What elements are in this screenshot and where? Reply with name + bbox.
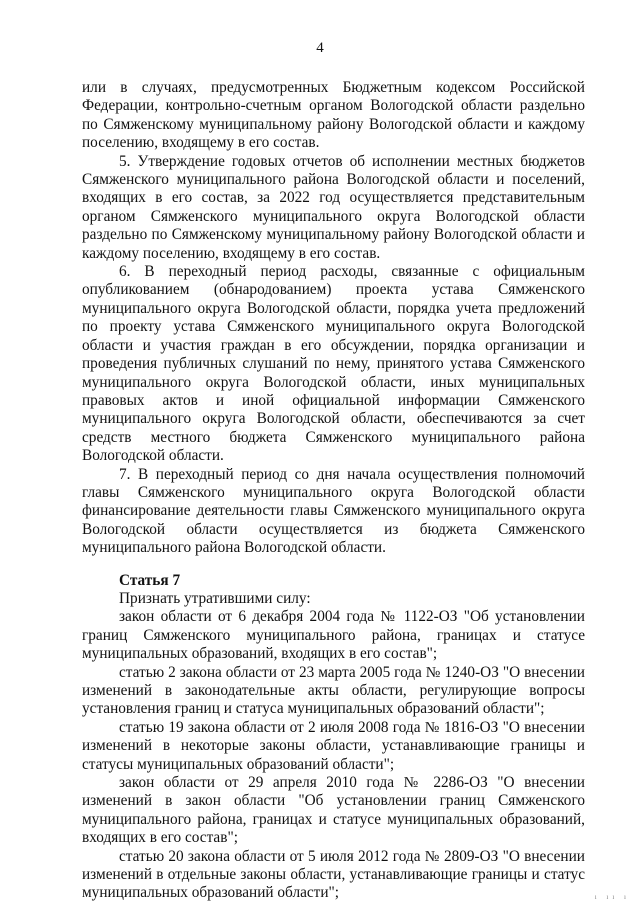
article-intro: Признать утратившими силу: [119,589,311,607]
repealed-law-item: статью 20 закона области от 5 июля 2012 года № 2809-ОЗ "О внесении изменений в отдельные законы области, устанавливающие границы и статус муниципальных образований области"; [82,847,585,902]
paragraph-item-5: 5. Утверждение годовых отчетов об исполнении местных бюджетов Сямженского муниципального района Вологодской области и поселений, входящих в его состав, за 2022 год осуществляется представительным органом Сямженского муниципального округа Вологодской области раздельно по Сямженскому муниципальному району Вологодской области и каждому поселению, входящему в его состав. [82,152,585,262]
paragraph-continuation: или в случаях, предусмотренных Бюджетным кодексом Российской Федерации, контрольно-счетным органом Вологодской области раздельно по Сямженскому муниципальному району Вологодской области и каждому поселению, входящему в его состав. [82,79,585,152]
scan-edge-marks: ı ıı ı [594,893,630,901]
repealed-law-item: статью 2 закона области от 23 марта 2005 года № 1240-ОЗ "О внесении изменений в законодательные акты области, регулирующие вопросы установления границ и статуса муниципальных образований области"; [82,663,585,718]
repealed-law-item: закон области от 29 апреля 2010 года № 2286-ОЗ "О внесении изменений в закон области "Об установлении границ Сямженского муниципального района, границах и статусе муниципальных образований, входящих в его состав"; [82,774,585,847]
repealed-law-item: закон области от 6 декабря 2004 года № 1122-ОЗ "Об установлении границ Сямженского муниципального района, границах и статусе муниципальных образований, входящих в его состав"; [82,608,585,663]
article-title: Статья 7 [119,571,181,589]
paragraph-item-7: 7. В переходный период со дня начала осуществления полномочий главы Сямженского муниципального округа Вологодской области финансирование деятельности главы Сямженского муниципального округа Вологодской области осуществляется из бюджета Сямженского муниципального района Вологодской области. [82,465,585,557]
repealed-law-item: статью 19 закона области от 2 июля 2008 года № 1816-ОЗ "О внесении изменений в некоторые законы области, устанавливающие границы и статусы муниципальных образований области"; [82,718,585,773]
document-body [82,79,585,903]
page-number: 4 [316,40,324,56]
paragraph-item-6: 6. В переходный период расходы, связанные с официальным опубликованием (обнародованием) проекта устава Сямженского муниципального округа Вологодской области, порядка учета предложений по проекту устава Сямженского муниципального округа Вологодской области и участия граждан в его обсуждении, порядка организации и проведения публичных слушаний по нему, принятого устава Сямженского муниципального округа Вологодской области, иных муниципальных правовых актов и иной официальной информации Сямженского муниципального округа Вологодской области, обеспечиваются за счет средств местного бюджета Сямженского муниципального района Вологодской области. [82,263,585,465]
